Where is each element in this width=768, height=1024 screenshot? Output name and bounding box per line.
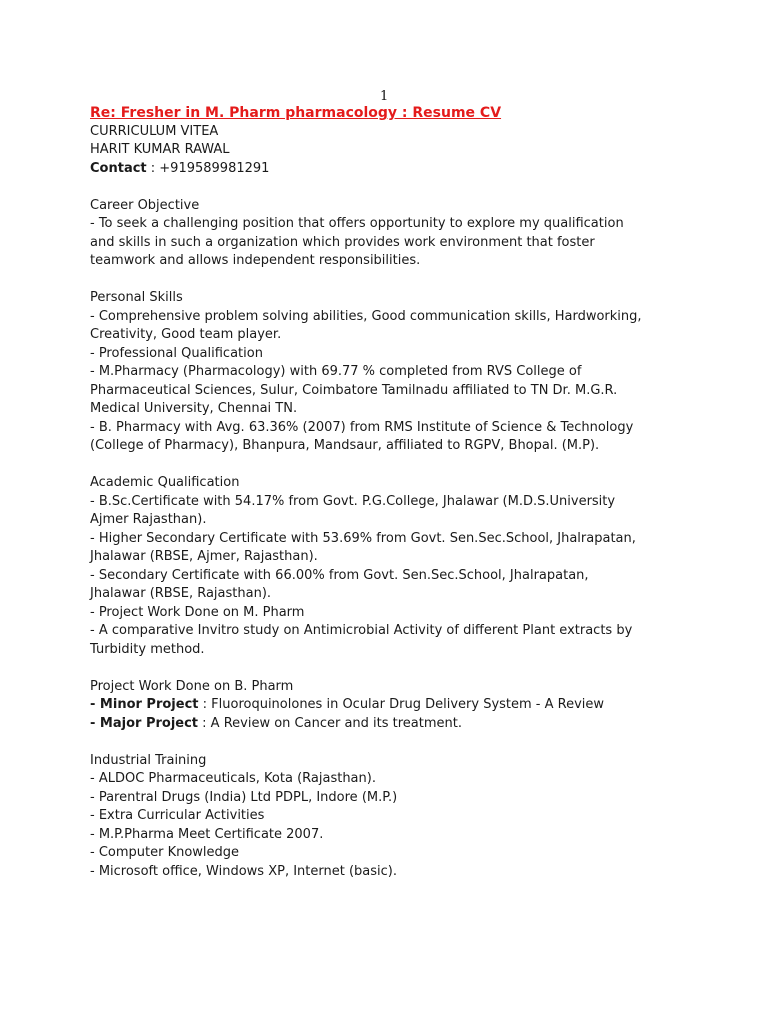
spacer [90,456,750,475]
text-line: Turbidity method. [90,641,205,657]
section-heading-industrial-training: Industrial Training [90,752,207,768]
text-line: - Microsoft office, Windows XP, Internet (basic). [90,863,397,879]
document-title[interactable]: Re: Fresher in M. Pharm pharmacology : Resume CV [90,105,502,121]
text-line: Pharmaceutical Sciences, Sulur, Coimbatore Tamilnadu affiliated to TN Dr. M.G.R. [90,382,618,398]
contact-value: : +919589981291 [146,160,270,176]
page-number: 1 [380,89,389,104]
text-line: - Comprehensive problem solving abilities, Good communication skills, Hardworking, [90,308,642,324]
minor-project-value: : Fluoroquinolones in Ocular Drug Delivery System - A Review [198,697,605,712]
text-line: - Computer Knowledge [90,845,240,860]
spacer [90,178,750,197]
text-line: - B. Pharmacy with Avg. 63.36% (2007) from RMS Institute of Science & Technology [90,419,634,435]
text-line: Creativity, Good team player. [90,327,282,342]
section-heading-career-objective: Career Objective [90,197,200,213]
text-line: Medical University, Chennai TN. [90,401,298,416]
text-line: - M.Pharmacy (Pharmacology) with 69.77 % completed from RVS College of [90,364,582,379]
resume-document [90,104,750,881]
text-line: (College of Pharmacy), Bhanpura, Mandsaur, affiliated to RGPV, Bhopal. (M.P). [90,438,600,453]
text-line: - Project Work Done on M. Pharm [90,604,305,620]
text-line: and skills in such a organization which provides work environment that foster [90,234,595,250]
spacer [90,659,750,678]
contact-line [90,160,750,179]
text-line: teamwork and allows independent responsibilities. [90,253,421,268]
text-line: Jhalawar (RBSE, Ajmer, Rajasthan). [90,549,318,564]
text-line: - B.Sc.Certificate with 54.17% from Govt. P.G.College, Jhalawar (M.D.S.University [90,493,616,509]
text-line: - M.P.Pharma Meet Certificate 2007. [90,826,324,842]
section-heading-bpharm-project: Project Work Done on B. Pharm [90,678,294,694]
major-project-line [90,715,750,734]
section-heading-personal-skills: Personal Skills [90,290,183,305]
spacer [90,271,750,290]
text-line: Ajmer Rajasthan). [90,512,207,527]
major-project-label: - Major Project [90,715,199,731]
minor-project-line [90,696,750,715]
spacer [90,733,750,752]
text-line: - A comparative Invitro study on Antimicrobial Activity of different Plant extracts by [90,623,633,638]
doc-type: CURRICULUM VITEA [90,123,219,139]
text-line: - Extra Curricular Activities [90,808,265,823]
text-line: - To seek a challenging position that offers opportunity to explore my qualification [90,216,624,231]
text-line: - ALDOC Pharmaceuticals, Kota (Rajasthan). [90,771,376,786]
major-project-value: : A Review on Cancer and its treatment. [198,715,462,731]
text-line: Jhalawar (RBSE, Rajasthan). [90,586,272,601]
text-line: - Higher Secondary Certificate with 53.69% from Govt. Sen.Sec.School, Jhalrapatan, [90,530,636,546]
minor-project-label: - Minor Project [90,697,199,712]
section-heading-academic-qualification: Academic Qualification [90,475,240,490]
text-line: - Parentral Drugs (India) Ltd PDPL, Indore (M.P.) [90,789,398,805]
contact-label: Contact [90,160,147,176]
candidate-name: HARIT KUMAR RAWAL [90,142,230,157]
text-line: - Secondary Certificate with 66.00% from Govt. Sen.Sec.School, Jhalrapatan, [90,567,589,583]
text-line: - Professional Qualification [90,345,263,361]
